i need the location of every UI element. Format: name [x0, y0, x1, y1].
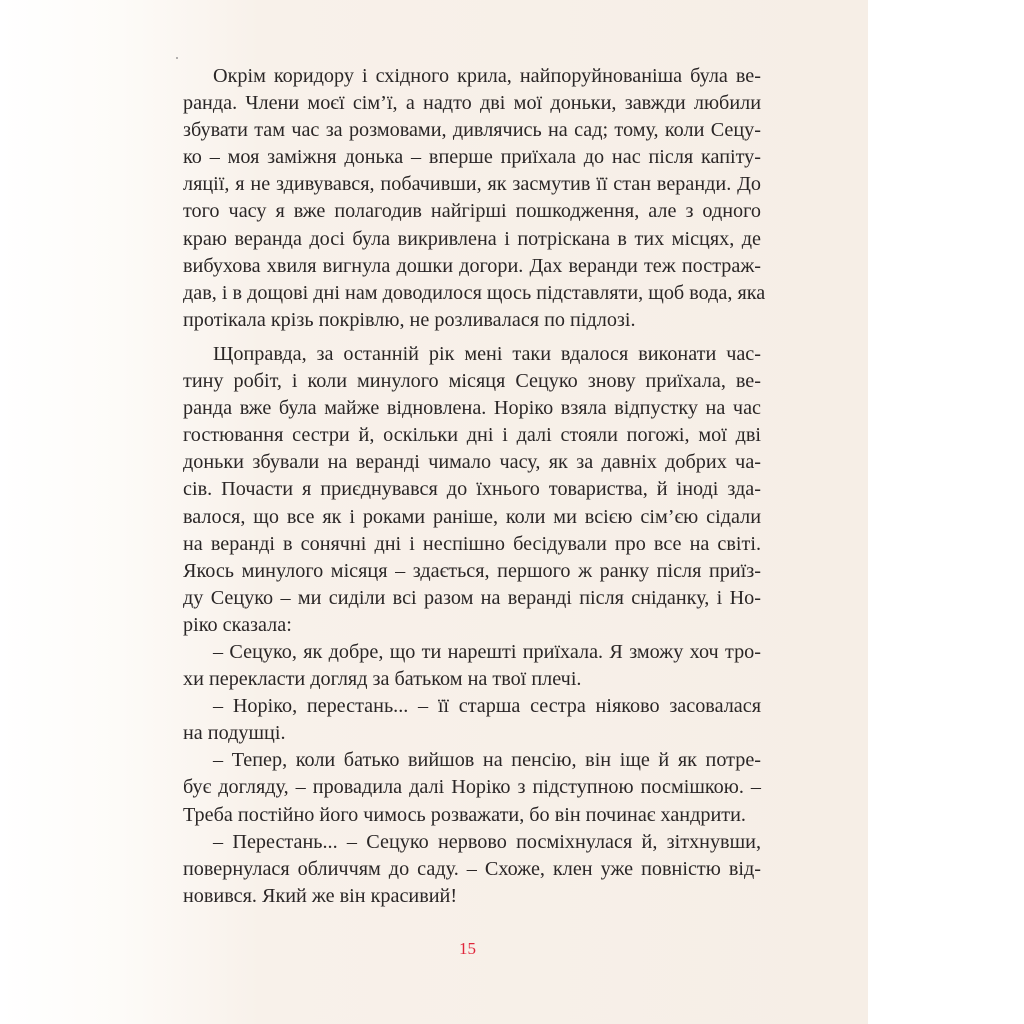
text-line: – Норіко, перестань... – її старша сестра ніяково засовалася	[213, 695, 761, 718]
text-line: – Сецуко, як добре, що ти нарешті приїхала. Я зможу хоч тро-	[213, 640, 761, 663]
text-line: валося, що все як і роками раніше, коли ми всією сім’єю сідали	[183, 505, 761, 528]
text-line: хи перекласти догляд за батьком на твої плечі.	[183, 668, 582, 691]
dialogue-paragraph	[183, 693, 761, 747]
text-line: того часу я вже полагодив найгірші пошкодження, але з одного	[183, 200, 761, 223]
text-line: ріко сказала:	[183, 613, 292, 636]
text-line: тину робіт, і коли минулого місяця Сецуко знову приїхала, ве-	[183, 370, 761, 393]
text-line: протікала крізь покрівлю, не розливалася по підлозі.	[183, 308, 636, 331]
text-line: новився. Який же він красивий!	[183, 884, 458, 907]
text-line: Щоправда, за останній рік мені таки вдалося виконати час-	[213, 342, 761, 365]
page-number: 15	[459, 939, 476, 958]
text-line: доньки збували на веранді чимало часу, як за давніх добрих ча-	[183, 451, 761, 474]
text-line: ляції, я не здивувався, побачивши, як засмутив її стан веранди. До	[183, 173, 761, 196]
text-line: дав, і в дощові дні нам доводилося щось підставляти, щоб вода, яка	[183, 281, 766, 304]
text-line: на подушці.	[183, 722, 286, 745]
text-line: бує догляду, – провадила далі Норіко з підступною посмішкою. –	[183, 776, 761, 799]
text-line: вибухова хвиля вигнула дошки догори. Дах веранди теж постраж-	[183, 254, 761, 277]
text-line: Треба постійно його чимось розважати, бо він починає хандрити.	[183, 803, 746, 826]
text-line: – Тепер, коли батько вийшов на пенсію, він іще й як потре-	[213, 749, 761, 772]
text-line: на веранді в сонячні дні і неспішно бесідували про все на світі.	[183, 532, 761, 555]
dialogue-paragraph	[183, 747, 761, 828]
text-line: – Перестань... – Сецуко нервово посміхнулася й, зітхнувши,	[213, 830, 761, 853]
text-line: Окрім коридору і східного крила, найпоруйнованіша була ве-	[213, 65, 761, 87]
text-line: краю веранда досі була викривлена і потріскана в тих місцях, де	[183, 227, 761, 250]
text-line: ранда. Члени моєї сім’ї, а надто дві мої доньки, завжди любили	[183, 92, 761, 115]
body-text	[183, 63, 766, 910]
text-line: ко – моя заміжня донька – вперше приїхала до нас після капіту-	[183, 146, 761, 169]
text-line: ранда вже була майже відновлена. Норіко взяла відпустку на час	[183, 397, 761, 420]
text-line: ду Сецуко – ми сиділи всі разом на веранді після сніданку, і Но-	[183, 586, 761, 609]
paragraph-2	[183, 341, 761, 639]
text-line: гостювання сестри й, оскільки дні і далі стояли погожі, мої дві	[183, 424, 761, 447]
text-line: збувати там час за розмовами, дивлячись на сад; тому, коли Сецу-	[183, 119, 761, 142]
dialogue-paragraph	[183, 639, 761, 693]
paragraph-1	[183, 63, 766, 334]
text-line: Якось минулого місяця – здається, першого ж ранку після приїз-	[183, 559, 761, 582]
text-line: сів. Почасти я приєднувався до їхнього товариства, й іноді зда-	[183, 478, 761, 501]
dust-speck	[176, 57, 178, 59]
dialogue-paragraph	[183, 829, 761, 910]
text-line: повернулася обличчям до саду. – Схоже, клен уже повністю від-	[183, 857, 761, 880]
